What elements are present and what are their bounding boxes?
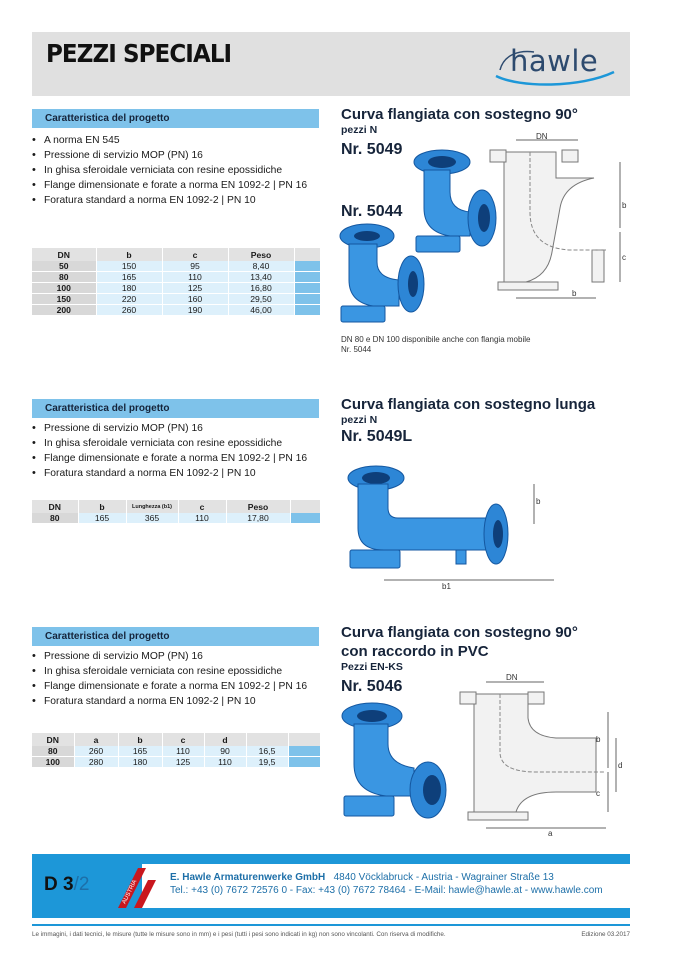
product-number: Nr. 5049L <box>341 428 413 445</box>
long-elbow-5049L-image <box>344 462 564 590</box>
column-header: Peso <box>226 500 290 513</box>
table-cell: 280 <box>74 757 118 768</box>
section-1-bar: Caratteristica del progetto <box>32 109 319 128</box>
column-header <box>288 733 320 746</box>
column-header: Lunghezza (b1) <box>126 500 178 513</box>
footer-divider <box>32 924 630 926</box>
column-header: a <box>74 733 118 746</box>
table-cell: 150 <box>32 294 96 305</box>
column-header: b <box>96 248 162 261</box>
product-number-secondary: Nr. 5044 <box>341 203 403 220</box>
table-cell: 165 <box>118 746 162 757</box>
table-cell: 200 <box>32 305 96 316</box>
technical-drawing-5049 <box>486 132 630 308</box>
dim-label: b <box>572 289 577 298</box>
column-header: d <box>204 733 246 746</box>
product-title-line2: con raccordo in PVC <box>341 643 489 660</box>
table-cell: 220 <box>96 294 162 305</box>
table-cell: 160 <box>162 294 228 305</box>
table-cell: 365 <box>126 513 178 524</box>
page-number <box>44 874 89 896</box>
column-header: c <box>162 733 204 746</box>
disclaimer-text: Le immagini, i dati tecnici, le misure (tutte le misure sono in mm) e i pesi (tutti i pesi sono indicati in kg) non sono vincolanti. Con riserva di modifiche. <box>32 931 446 938</box>
table-cell: 110 <box>162 746 204 757</box>
list-item: • Pressione di servizio MOP (PN) 16 <box>32 421 307 436</box>
list-item: • In ghisa sferoidale verniciata con resine epossidiche <box>32 436 307 451</box>
section-2-bullets <box>32 421 307 481</box>
table-cell: 100 <box>32 757 74 768</box>
edition-text: Edizione 03.2017 <box>581 931 630 938</box>
dim-label: DN <box>506 673 518 682</box>
table-cell: 110 <box>162 272 228 283</box>
list-item: • Foratura standard a norma EN 1092-2 | PN 10 <box>32 466 307 481</box>
product-title: Curva flangiata con sostegno 90° <box>341 106 578 123</box>
table-cell-accent <box>290 513 320 524</box>
logo-text: hawle <box>510 44 599 78</box>
table-cell: 19,5 <box>246 757 288 768</box>
table-cell: 80 <box>32 272 96 283</box>
table-row <box>32 513 320 524</box>
table-cell: 260 <box>74 746 118 757</box>
dim-label: DN <box>536 132 548 141</box>
list-item: • In ghisa sferoidale verniciata con resine epossidiche <box>32 163 307 178</box>
dim-label: b <box>596 735 601 744</box>
list-item: • Foratura standard a norma EN 1092-2 | PN 10 <box>32 193 307 208</box>
table-cell: 260 <box>96 305 162 316</box>
footer-contact-line: Tel.: +43 (0) 7672 72576 0 - Fax: +43 (0) 7672 78464 - E-Mail: hawle@hawle.at - www.hawle.com <box>170 885 603 896</box>
page-title: PEZZI SPECIALI <box>46 39 232 68</box>
table-header-row <box>32 248 320 261</box>
column-header: DN <box>32 500 78 513</box>
dim-label: c <box>622 253 626 262</box>
column-header: c <box>162 248 228 261</box>
table-cell: 150 <box>96 261 162 272</box>
table-header-row <box>32 500 320 513</box>
section-3-bullets <box>32 649 307 709</box>
section-2-bar: Caratteristica del progetto <box>32 399 319 418</box>
product-number: Nr. 5049 <box>341 141 403 158</box>
column-header: b <box>118 733 162 746</box>
page-header <box>32 32 630 96</box>
product-title: Curva flangiata con sostegno 90° <box>341 624 578 641</box>
column-header: c <box>178 500 226 513</box>
hawle-logo <box>490 42 620 86</box>
table-cell-accent <box>294 272 320 283</box>
list-item: • Flange dimensionate e forate a norma EN 1092-2 | PN 16 <box>32 178 307 193</box>
table-cell-accent <box>294 294 320 305</box>
section-1-bullets <box>32 133 307 208</box>
dim-label: b1 <box>442 582 451 590</box>
table-row <box>32 757 320 768</box>
footer-address-line <box>170 872 554 883</box>
table-cell: 29,50 <box>228 294 294 305</box>
elbow-5044-image <box>337 222 427 326</box>
column-header: b <box>78 500 126 513</box>
table-cell: 125 <box>162 757 204 768</box>
section-3-bar: Caratteristica del progetto <box>32 627 319 646</box>
column-header: DN <box>32 733 74 746</box>
column-header <box>294 248 320 261</box>
list-item: • A norma EN 545 <box>32 133 307 148</box>
product-subtitle: pezzi N <box>341 124 378 136</box>
dim-label: c <box>596 789 600 798</box>
table-row <box>32 305 320 316</box>
section-2-table <box>32 500 321 524</box>
company-address: 4840 Vöcklabruck - Austria - Wagrainer Straße 13 <box>333 872 554 883</box>
product-note <box>341 335 530 355</box>
table-cell: 16,80 <box>228 283 294 294</box>
list-item: • Foratura standard a norma EN 1092-2 | PN 10 <box>32 694 307 709</box>
table-row <box>32 272 320 283</box>
list-item: • Pressione di servizio MOP (PN) 16 <box>32 148 307 163</box>
table-cell-accent <box>294 261 320 272</box>
table-cell: 110 <box>204 757 246 768</box>
note-line: DN 80 e DN 100 disponibile anche con flangia mobile <box>341 335 531 344</box>
table-cell: 50 <box>32 261 96 272</box>
list-item: • Flange dimensionate e forate a norma EN 1092-2 | PN 16 <box>32 679 307 694</box>
table-cell: 180 <box>96 283 162 294</box>
table-row <box>32 294 320 305</box>
table-cell: 16,5 <box>246 746 288 757</box>
footer-band <box>32 854 630 918</box>
table-cell: 125 <box>162 283 228 294</box>
section-1-table <box>32 248 321 316</box>
table-cell: 8,40 <box>228 261 294 272</box>
list-item: • In ghisa sferoidale verniciata con resine epossidiche <box>32 664 307 679</box>
table-cell: 13,40 <box>228 272 294 283</box>
table-cell: 46,00 <box>228 305 294 316</box>
table-row <box>32 746 320 757</box>
product-title: Curva flangiata con sostegno lunga <box>341 396 596 413</box>
table-cell: 190 <box>162 305 228 316</box>
product-number: Nr. 5046 <box>341 678 403 695</box>
column-header <box>290 500 320 513</box>
dim-label: b <box>622 201 627 210</box>
logo-text: AUSTRIA <box>121 879 139 906</box>
table-row <box>32 261 320 272</box>
list-item: • Flange dimensionate e forate a norma EN 1092-2 | PN 16 <box>32 451 307 466</box>
table-cell: 110 <box>178 513 226 524</box>
product-subtitle: pezzi N <box>341 414 378 426</box>
table-cell-accent <box>288 746 320 757</box>
table-cell-accent <box>294 305 320 316</box>
table-cell: 95 <box>162 261 228 272</box>
table-cell: 17,80 <box>226 513 290 524</box>
page-number-main: D 3 <box>44 874 74 895</box>
column-header: DN <box>32 248 96 261</box>
product-subtitle: Pezzi EN-KS <box>341 661 403 673</box>
table-cell: 80 <box>32 746 74 757</box>
austria-logo-icon <box>114 864 162 908</box>
column-header <box>246 733 288 746</box>
table-header-row <box>32 733 320 746</box>
dim-label: d <box>618 761 623 770</box>
table-cell: 100 <box>32 283 96 294</box>
table-cell: 90 <box>204 746 246 757</box>
table-cell: 80 <box>32 513 78 524</box>
note-line: Nr. 5044 <box>341 345 372 354</box>
table-cell-accent <box>288 757 320 768</box>
company-name: E. Hawle Armaturenwerke GmbH <box>170 872 326 883</box>
table-cell-accent <box>294 283 320 294</box>
page-number-suffix: /2 <box>73 874 90 895</box>
technical-drawing-5046 <box>456 672 630 840</box>
list-item: • Pressione di servizio MOP (PN) 16 <box>32 649 307 664</box>
elbow-pvc-5046-image <box>336 700 452 826</box>
table-cell: 165 <box>96 272 162 283</box>
column-header: Peso <box>228 248 294 261</box>
table-cell: 180 <box>118 757 162 768</box>
section-3-table <box>32 733 321 768</box>
dim-label: a <box>548 829 553 838</box>
dim-label: b <box>536 497 541 506</box>
table-row <box>32 283 320 294</box>
table-cell: 165 <box>78 513 126 524</box>
